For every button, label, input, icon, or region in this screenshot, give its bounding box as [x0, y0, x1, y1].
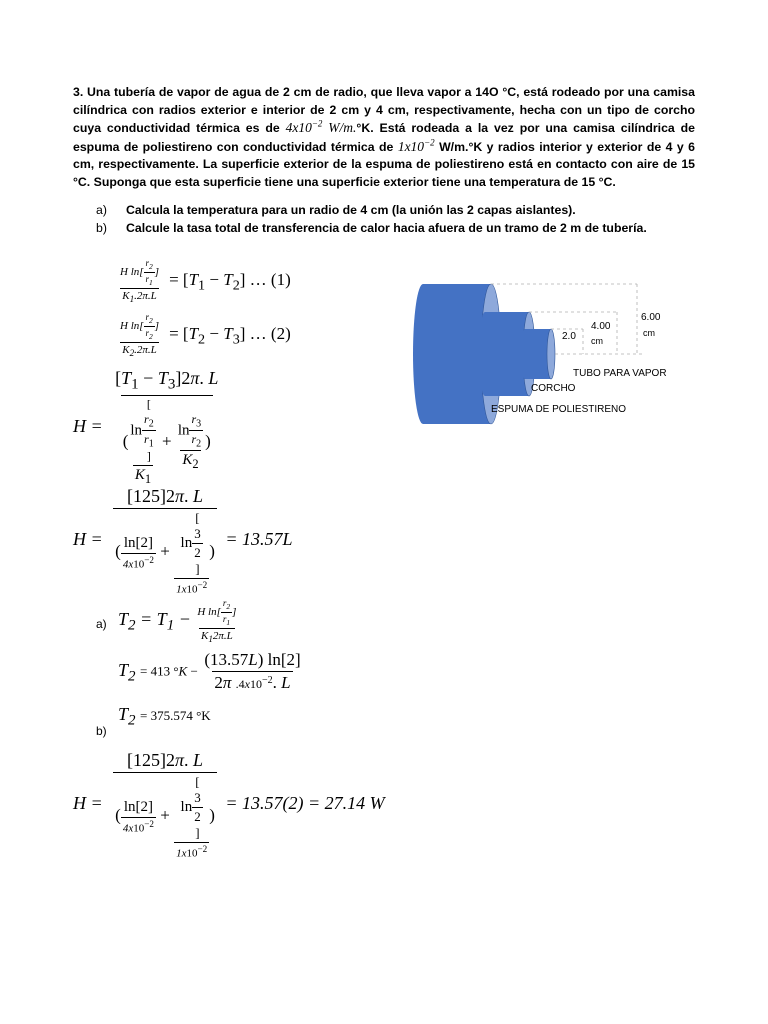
t2-substitution: $T_2 = 413$ °K − $\frac{(13.57L) \ln[2]}{2\pi .4x10^{-2}. L}$: [118, 650, 301, 692]
t2-formula: $T_2 = T_1$ − H ln[ $\frac{r_2}{r_1}$ ] $K_12\pi.L$: [118, 598, 237, 644]
label-tubo: TUBO PARA VAPOR: [573, 368, 667, 379]
eq4-denominator: ( $\frac{\ln[2]}{4x10^{-2}}$ + ln[ 3 2 ] $1x10^{-2}$ ): [115, 510, 215, 596]
pipe-back: [521, 329, 529, 379]
equation-1: [118, 258, 291, 304]
problem-text-2: °K. Está rodeada a la vez por una camisa cilíndrica de espuma de poliestireno con conductividad térmica de: [73, 121, 695, 154]
label-600: 6.00: [641, 312, 661, 323]
t2-result: $T_2 = 375.574$ °K: [118, 704, 211, 729]
k1-value: $4x10^{-2}$ W/m.: [285, 118, 357, 136]
equation-5: [73, 750, 385, 860]
eq2-rhs: = $[T_2 - T_3]$ … (2): [169, 323, 291, 347]
t2-numerator: (13.57L) ln[2]: [204, 650, 301, 669]
polystyrene-back: [413, 284, 433, 424]
eq1-numerator: H ln[ $\frac{r_2}{r_1}$ ]: [120, 258, 160, 287]
equation-2: [118, 312, 291, 358]
pipe-face: [547, 329, 555, 379]
part-a-label: a): [96, 617, 107, 631]
eq4-lhs: H =: [73, 528, 103, 549]
part-b-label: b): [96, 724, 107, 738]
equation-4: [73, 486, 293, 596]
eq1-rhs: = $[T_1 - T_2]$ … (1): [169, 269, 291, 293]
eq1-denominator: $K_1.2\pi.L$: [122, 289, 157, 304]
label-400-unit: cm: [591, 336, 603, 346]
cork-back: [479, 312, 491, 396]
question-a: [96, 203, 576, 217]
pipe-diagram: [405, 272, 695, 432]
label-600-unit: cm: [643, 328, 655, 338]
problem-text-1: 3. Una tubería de vapor de agua de 2 cm de radio, que lleva vapor a 14O °C, está rodeado por una camisa cilíndrica con radios exterior e interior de 2 cm y 4 cm, respectivamente, hecha con un tipo de corcho cuya conductividad térmica es de: [73, 85, 695, 136]
question-letter: b): [96, 221, 107, 235]
problem-statement: [73, 84, 695, 192]
k2-value: $1x10^{-2}$: [397, 137, 435, 154]
eq3-denominator: ( ln[ $r_2$ $r_1$ ] $K_1$ + ln $\frac{r_3}{r_2}$ $K_2$ ): [122, 396, 211, 487]
eq3-numerator: $[T_1 - T_3]2\pi$. L: [115, 368, 219, 393]
eq2-denominator: $K_2.2\pi.L$: [122, 343, 157, 358]
eq5-rhs: = 13.57(2) = 27.14 W: [225, 792, 385, 813]
eq4-numerator: [125]2π. L: [126, 486, 204, 506]
problem-text-3: W/m.°K y radios interior y exterior de 4 y 6 cm, respectivamente. La superficie exterior de la espuma de poliestireno está en contacto con aire de 15 °C. Suponga que esta superficie tiene una superficie exterior tiene una temperatura de 15 °C.: [73, 139, 695, 189]
label-20: 2.0: [562, 331, 576, 342]
eq4-rhs: = 13.57L: [225, 528, 293, 549]
eq5-numerator: [125]2π. L: [126, 750, 204, 770]
eq3-lhs: H =: [73, 415, 103, 436]
label-corcho: CORCHO: [531, 383, 576, 394]
eq5-denominator: ( $\frac{\ln[2]}{4x10^{-2}}$ + ln[ 3 2 ] $1x10^{-2}$ ): [115, 774, 215, 860]
eq2-numerator: H ln[ $\frac{r_2}{r_2}$ ]: [120, 312, 160, 341]
equation-3: [73, 368, 220, 487]
eq5-lhs: H =: [73, 792, 103, 813]
question-letter: a): [96, 203, 107, 217]
question-b: [96, 221, 647, 235]
label-espuma: ESPUMA DE POLIESTIRENO: [491, 404, 627, 415]
question-text: Calcula la temperatura para un radio de 4 cm (la unión las 2 capas aislantes).: [126, 203, 576, 217]
question-text: Calcule la tasa total de transferencia de calor hacia afuera de un tramo de 2 m de tubería.: [126, 221, 647, 235]
t2-denominator: 2π $.4x10^{-2}$. L: [214, 673, 291, 692]
label-400: 4.00: [591, 321, 611, 332]
